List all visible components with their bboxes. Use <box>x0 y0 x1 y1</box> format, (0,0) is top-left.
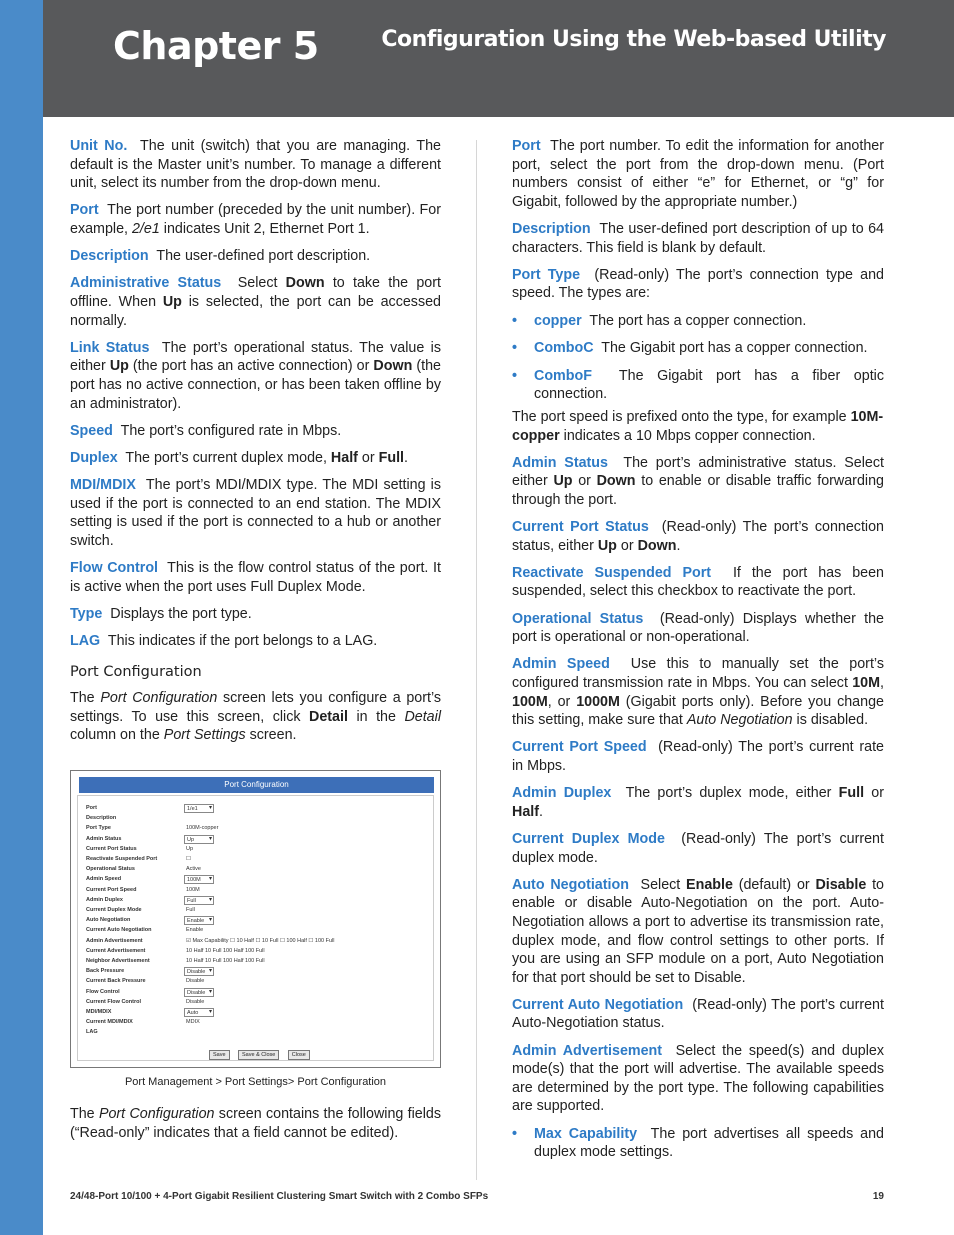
text: Half <box>512 803 540 820</box>
text: 10M <box>852 675 881 691</box>
text: Down <box>285 275 325 292</box>
term-description: Description <box>70 248 149 265</box>
text: to enable or disable traffic forwarding through the port. <box>512 473 884 508</box>
form-row <box>86 886 426 896</box>
text: 1000M <box>576 693 620 710</box>
text: The port’s MDI/MDIX type. The MDI setting is used if the port is connected to an end station. The MDIX setting is used if the port is connected to a hub or another switch. <box>70 477 442 549</box>
form-select[interactable]: Disable ▾ <box>184 967 214 976</box>
form-row <box>86 896 426 906</box>
term-comboc: ComboC <box>534 340 594 357</box>
form-label: Current Back Pressure <box>86 978 146 985</box>
text: Up <box>597 537 617 554</box>
text: Select the speed(s) and duplex mode(s) that the port will advertise. The available speeds are determined by the port type. The following capabilities are supported. <box>512 1042 885 1115</box>
form-label: Admin Advertisement <box>86 937 143 944</box>
text: The port advertises all speeds and duplex mode settings. <box>534 1125 884 1161</box>
para-type <box>70 605 441 624</box>
text: Select <box>640 876 687 893</box>
para-r-current-port-status <box>512 518 884 555</box>
form-label: LAG <box>86 1029 98 1036</box>
form-label: Admin Status <box>86 835 122 842</box>
para-r-port <box>512 137 884 211</box>
form-value: MDIX <box>186 1019 200 1026</box>
form-value: Enable <box>186 927 204 934</box>
text: Enable <box>686 876 733 893</box>
list-item <box>512 1125 884 1162</box>
para-link-status <box>70 339 441 413</box>
term-duplex: Duplex <box>70 449 118 466</box>
para-speed <box>70 422 441 441</box>
term-current-port-status: Current Port Status <box>512 519 649 536</box>
text: The unit (switch) that you are managing. The default is the Master unit’s number. To manage a different unit, select its number from the drop-down menu. <box>70 138 441 192</box>
text: Port Configuration <box>98 1106 215 1122</box>
form-label: Flow Control <box>86 988 120 995</box>
text: or <box>864 785 884 802</box>
text: Displays the port type. <box>110 605 252 622</box>
term-combof: ComboF <box>534 367 592 384</box>
form-row <box>86 875 426 885</box>
form-row <box>86 855 426 865</box>
form-label: Auto Negotiation <box>86 917 131 924</box>
form-label: Admin Speed <box>86 876 122 883</box>
term-admin-advertisement: Admin Advertisement <box>512 1042 663 1059</box>
form-select[interactable]: Up ▾ <box>184 835 214 844</box>
form-row <box>86 947 426 957</box>
form-row <box>86 967 426 977</box>
para-description <box>70 247 441 266</box>
form-label: MDI/MDIX <box>86 1009 112 1015</box>
para-r-speed-prefix <box>512 408 884 445</box>
form-label: Reactivate Suspended Port <box>86 856 158 862</box>
text: (the port has no active connection, or has been taken offline by an administrator). <box>70 358 441 412</box>
text: If the port has been suspended, select this checkbox to reactivate the port. <box>512 564 884 600</box>
form-value: 10 Half 10 Full 100 Half 100 Full <box>186 947 265 954</box>
text: or <box>357 449 379 466</box>
term-mdi-mdix: MDI/MDIX <box>70 477 136 494</box>
form-label: Neighbor Advertisement <box>86 958 150 964</box>
para-fields-intro <box>70 1105 441 1142</box>
page-number: 19 <box>872 1191 884 1202</box>
term-auto-negotiation: Auto Negotiation <box>512 876 629 893</box>
text: The port’s administrative status. Select either <box>512 454 884 490</box>
text: in the <box>347 708 405 725</box>
term-link-status: Link Status <box>70 339 150 356</box>
term-current-auto-negotiation: Current Auto Negotiation <box>512 996 684 1013</box>
term-admin-duplex: Admin Duplex <box>512 785 612 802</box>
text: The user-defined port description. <box>156 248 371 265</box>
para-unit <box>70 137 441 193</box>
figure-buttons <box>209 1043 314 1061</box>
text: 100M <box>512 693 548 710</box>
text: to take the port offline. When <box>70 275 441 310</box>
figure-caption: Port Management > Port Settings> Port Configuration <box>124 1076 387 1088</box>
left-column <box>70 137 441 754</box>
text: Disable <box>815 876 867 893</box>
text: The port speed is prefixed onto the type, for example <box>512 408 851 425</box>
text: , or <box>547 693 577 710</box>
text: . <box>539 803 543 820</box>
form-row <box>86 1008 426 1018</box>
term-port: Port <box>512 138 541 154</box>
figure-title: Port Configuration <box>79 777 434 793</box>
form-select[interactable]: 1/e1 ▾ <box>184 804 214 813</box>
port-configuration-screenshot <box>70 770 441 1068</box>
list-item <box>512 339 884 358</box>
form-row <box>86 977 426 987</box>
list-item <box>512 312 884 331</box>
form-label: Current Advertisement <box>86 947 146 954</box>
port-type-list <box>512 312 884 404</box>
text: (Read-only) The port’s current Auto-Negotiation status. <box>512 996 884 1032</box>
text: The <box>70 690 101 707</box>
text: 10M-copper <box>512 408 884 444</box>
text: The Gigabit port has a copper connection. <box>601 340 868 357</box>
term-lag: LAG <box>70 633 101 649</box>
para-mdi <box>70 476 441 550</box>
form-label: Description <box>86 815 117 822</box>
form-label: Port Type <box>86 825 111 832</box>
footer-text: 24/48-Port 10/100 + 4-Port Gigabit Resilient Clustering Smart Switch with 2 Combo SFPs <box>70 1191 489 1202</box>
term-administrative-status: Administrative Status <box>70 275 222 292</box>
text: . <box>404 449 409 466</box>
text: Detail <box>309 708 348 725</box>
text: Full <box>838 785 865 802</box>
text: The port’s duplex mode, either <box>625 785 839 802</box>
para-r-admin-speed <box>512 655 884 729</box>
para-r-admin-duplex <box>512 784 884 821</box>
form-row <box>86 988 426 998</box>
term-description: Description <box>512 220 591 237</box>
form-label: Current Duplex Mode <box>86 907 142 913</box>
para-r-current-auto-negotiation <box>512 996 884 1033</box>
form-row <box>86 1018 426 1028</box>
text: Up <box>553 473 573 490</box>
text: The port’s operational status. The value is either <box>70 339 442 375</box>
form-row <box>86 804 426 814</box>
form-row <box>86 845 426 855</box>
text: Up <box>162 293 182 310</box>
form-row <box>86 814 426 824</box>
form-value: 100M <box>186 886 200 893</box>
text: The port has a copper connection. <box>589 312 807 329</box>
header-title: Configuration Using the Web-based Utility <box>381 27 886 52</box>
form-value: 10 Half 10 Full 100 Half 100 Full <box>186 958 265 964</box>
text: screen. <box>245 727 297 744</box>
para-r-admin-status <box>512 454 884 510</box>
close-button[interactable]: Close <box>288 1050 310 1060</box>
term-port: Port <box>70 202 99 219</box>
term-copper: copper <box>534 312 582 329</box>
text: is selected, the port can be accessed normally. <box>70 293 441 329</box>
form-label: Current MDI/MDIX <box>86 1019 133 1026</box>
save-and-close-button[interactable]: Save & Close <box>238 1050 279 1060</box>
form-select[interactable]: 100M ▾ <box>184 875 214 884</box>
term-admin-speed: Admin Speed <box>512 656 610 673</box>
text: to enable or disable Auto-Negotiation on the port. Auto-Negotiation allows a port to advertise its transmission rate, duplex mode, and flow control settings to other ports. If you are using an SFP module on a port, Auto Negotiation for that port should be set to Disable. <box>512 876 884 986</box>
figure-form <box>77 795 434 1061</box>
para-r-current-port-speed <box>512 738 884 775</box>
left-color-bar <box>0 0 43 1235</box>
text: indicates a 10 Mbps copper connection. <box>559 427 816 444</box>
form-label: Port <box>86 805 97 811</box>
text: Auto Negotiation <box>686 712 793 729</box>
page-header <box>43 0 954 117</box>
text: Port Settings <box>163 727 246 744</box>
para-lag <box>70 632 441 651</box>
form-select[interactable]: Full ▾ <box>184 896 214 905</box>
text: The port number (preceded by the unit number). For example, <box>70 202 441 237</box>
form-label: Operational Status <box>86 866 135 873</box>
para-r-admin-advertisement <box>512 1042 884 1116</box>
text: 2/e1 <box>131 220 160 237</box>
term-flow-control: Flow Control <box>70 560 159 577</box>
subheading-port-configuration: Port Configuration <box>70 663 202 680</box>
para-r-reactivate <box>512 564 884 601</box>
text: The port’s configured rate in Mbps. <box>120 422 342 439</box>
text: screen lets you configure a port’s settings. To use this screen, click <box>70 690 442 725</box>
form-row <box>86 937 426 947</box>
term-port-type: Port Type <box>512 266 581 283</box>
form-value: 100M-copper <box>186 825 219 832</box>
text: (Gigabit ports only). Before you change this setting, make sure that <box>512 693 884 729</box>
form-value: ☑ Max Capability ☐ 10 Half ☐ 10 Full ☐ 100 Half ☐ 100 Full <box>186 937 335 944</box>
term-speed: Speed <box>70 422 113 439</box>
text: (Read-only) The port’s current rate in Mbps. <box>512 739 884 774</box>
text: The Gigabit port has a fiber optic connection. <box>534 367 885 403</box>
text: The <box>70 1106 99 1122</box>
para-port <box>70 201 441 238</box>
text: is disabled. <box>792 712 869 729</box>
text: The user-defined port description of up to 64 characters. This field is blank by default. <box>512 220 884 256</box>
form-label: Current Port Status <box>86 845 137 852</box>
text: Port Configuration <box>100 690 218 707</box>
term-operational-status: Operational Status <box>512 610 644 627</box>
form-value: Active <box>186 866 201 873</box>
text: Half <box>330 449 358 466</box>
form-label: Back Pressure <box>86 968 125 975</box>
text: Down <box>373 358 413 375</box>
term-max-capability: Max Capability <box>534 1125 638 1142</box>
text: (the port has an active connection) or <box>128 358 374 375</box>
text: column on the <box>70 727 164 744</box>
text: The port number. To edit the information for another port, select the port from the drop-down menu. (Port numbers consist of either “e” for Ethernet, or “g” for Gigabit, followed by the appropriate number.) <box>512 138 885 210</box>
text: The port’s current duplex mode, <box>125 449 331 466</box>
text: Detail <box>404 708 441 725</box>
list-item <box>512 367 884 404</box>
form-label: Current Auto Negotiation <box>86 927 152 934</box>
save-button[interactable]: Save <box>209 1050 230 1060</box>
term-admin-status: Admin Status <box>512 454 608 471</box>
form-value: ☐ <box>186 856 191 862</box>
left-column-bottom <box>70 1105 441 1151</box>
form-select[interactable]: Auto ▾ <box>184 1008 214 1017</box>
text: (Read-only) The port’s connection status, either <box>512 519 884 554</box>
para-flow-control <box>70 559 441 596</box>
term-current-port-speed: Current Port Speed <box>512 739 647 756</box>
text: (Read-only) The port’s connection type and speed. The types are: <box>512 266 884 302</box>
form-row <box>86 824 426 834</box>
form-label: Admin Duplex <box>86 896 123 903</box>
text: (default) or <box>732 876 816 893</box>
form-value: Up <box>186 845 194 852</box>
para-r-auto-negotiation <box>512 876 884 988</box>
text: This indicates if the port belongs to a LAG. <box>107 633 378 649</box>
term-unit: Unit No. <box>70 138 128 154</box>
form-label: Current Flow Control <box>86 998 141 1005</box>
form-select[interactable]: Enable ▾ <box>184 916 214 925</box>
form-label: Current Port Speed <box>86 886 137 893</box>
text: This is the flow control status of the port. It is active when the port uses Full Duplex Mode. <box>70 560 441 595</box>
text: screen contains the following fields (“Read-only” indicates that a field cannot be edited). <box>70 1106 442 1141</box>
form-row <box>86 957 426 967</box>
text: indicates Unit 2, Ethernet Port 1. <box>159 220 370 237</box>
form-row <box>86 865 426 875</box>
term-reactivate-suspended-port: Reactivate Suspended Port <box>512 564 712 581</box>
text: Use this to manually set the port’s configured transmission rate in Mbps. You can select <box>512 656 884 691</box>
term-type: Type <box>70 605 103 622</box>
para-r-operational-status <box>512 610 884 647</box>
form-row <box>86 1028 426 1038</box>
form-row <box>86 906 426 916</box>
column-divider <box>476 140 477 1180</box>
para-port-configuration <box>70 689 441 745</box>
para-r-port-type <box>512 266 884 303</box>
form-row <box>86 998 426 1008</box>
text: Select <box>237 275 286 292</box>
form-value: Full <box>186 907 195 913</box>
text: or <box>616 537 638 554</box>
form-row <box>86 835 426 845</box>
form-value: Disable <box>186 998 205 1005</box>
form-select[interactable]: Disable ▾ <box>184 988 214 997</box>
text: Up <box>109 358 129 375</box>
para-admin-status <box>70 274 441 330</box>
para-r-description <box>512 220 884 257</box>
para-r-current-duplex-mode <box>512 830 884 867</box>
right-column <box>512 137 884 1171</box>
form-value: Disable <box>186 978 205 985</box>
text: (Read-only) Displays whether the port is operational or non-operational. <box>512 610 884 646</box>
text: . <box>676 537 681 554</box>
form-row <box>86 916 426 926</box>
text: (Read-only) The port’s current duplex mode. <box>512 830 884 866</box>
text: Full <box>378 449 405 466</box>
text: or <box>572 473 597 490</box>
capability-list <box>512 1125 884 1162</box>
text: Down <box>637 537 677 554</box>
para-duplex <box>70 449 441 468</box>
term-current-duplex-mode: Current Duplex Mode <box>512 830 665 847</box>
text: Down <box>596 473 636 490</box>
text: , <box>880 675 884 691</box>
form-row <box>86 926 426 936</box>
chapter-label: Chapter 5 <box>113 24 319 68</box>
